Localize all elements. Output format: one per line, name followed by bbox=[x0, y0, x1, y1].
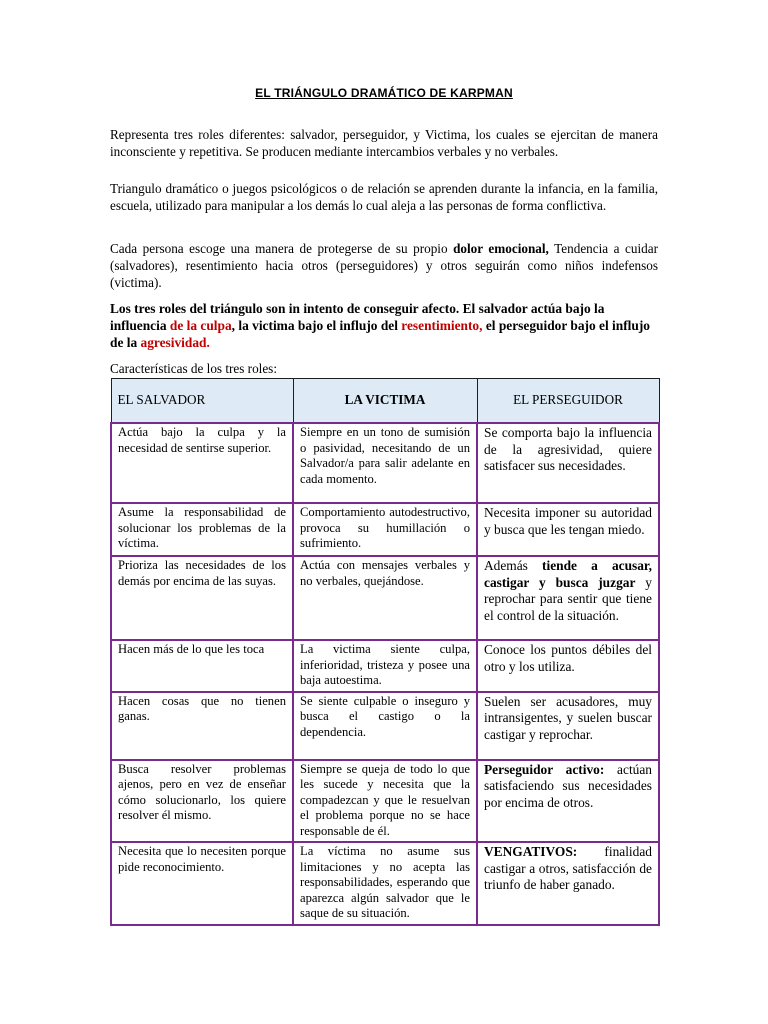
cell-victima: La víctima no asume sus limitaciones y no acepta las responsabilidades, esperando que aparezca algún salvador que le saque de su situación. bbox=[293, 842, 477, 925]
cell-perseguidor: Suelen ser acusadores, muy intransigentes, y suelen buscar castigar y reprochar. bbox=[477, 692, 659, 760]
header-salvador: EL SALVADOR bbox=[111, 379, 293, 424]
cell-victima: Se siente culpable o inseguro y busca el castigo o la dependencia. bbox=[293, 692, 477, 760]
text-run: , la victima bajo el influjo del bbox=[231, 318, 402, 333]
table-row bbox=[111, 640, 659, 692]
highlight-culpa: de la culpa bbox=[169, 318, 232, 333]
cell-victima: Comportamiento autodestructivo, provoca su humillación o sufrimiento. bbox=[293, 503, 477, 556]
text-run: el perseguidor bajo el influjo de la bbox=[110, 318, 650, 350]
text-run: Cada persona escoge una manera de protegerse de su propio bbox=[110, 241, 454, 256]
text-run: actúan satisfaciendo sus necesidades por encima de otros. bbox=[484, 761, 652, 810]
cell-salvador: Necesita que lo necesiten porque pide reconocimiento. bbox=[111, 842, 293, 925]
cell-perseguidor: Conoce los puntos débiles del otro y los utiliza. bbox=[477, 640, 659, 692]
cell-victima: Actúa con mensajes verbales y no verbales, quejándose. bbox=[293, 556, 477, 640]
text-run: Tendencia a cuidar (salvadores), resentimiento hacia otros (perseguidores) y otros seguirán como niños indefensos (victima). bbox=[110, 241, 658, 290]
text-run: y reprochar para sentir que tiene el control de la situación. bbox=[484, 574, 652, 623]
table-header-row bbox=[111, 379, 659, 424]
cell-perseguidor: Necesita imponer su autoridad y busca que les tengan miedo. bbox=[477, 503, 659, 556]
cell-perseguidor bbox=[477, 842, 659, 925]
table-row bbox=[111, 692, 659, 760]
cell-salvador: Prioriza las necesidades de los demás por encima de las suyas. bbox=[111, 556, 293, 640]
cell-perseguidor: Se comporta bajo la influencia de la agresividad, quiere satisfacer sus necesidades. bbox=[477, 423, 659, 503]
text-run: Además bbox=[484, 558, 543, 573]
header-victima: LA VICTIMA bbox=[293, 379, 477, 424]
table-row bbox=[111, 423, 659, 503]
text-bold-run: tiende a acusar, castigar y busca juzgar bbox=[484, 558, 652, 590]
table-row bbox=[111, 556, 659, 640]
header-perseguidor: EL PERSEGUIDOR bbox=[477, 379, 659, 424]
cell-salvador: Actúa bajo la culpa y la necesidad de sentirse superior. bbox=[111, 423, 293, 503]
cell-salvador: Hacen más de lo que les toca bbox=[111, 640, 293, 692]
document-title: EL TRIÁNGULO DRAMÁTICO DE KARPMAN bbox=[255, 86, 513, 100]
highlight-resentimiento: resentimiento, bbox=[401, 318, 483, 333]
cell-salvador: Asume la responsabilidad de solucionar los problemas de la víctima. bbox=[111, 503, 293, 556]
highlight-agresividad: agresividad. bbox=[140, 335, 210, 350]
cell-victima: Siempre se queja de todo lo que les sucede y necesita que la compadezcan y que le resuelvan el problema porque no se hace responsable de él. bbox=[293, 760, 477, 843]
text-run: Los tres roles del triángulo son in intento de conseguir afecto. El salvador actúa bajo la influencia bbox=[110, 301, 605, 333]
cell-perseguidor bbox=[477, 760, 659, 843]
paragraph-roles bbox=[110, 300, 658, 351]
cell-salvador: Busca resolver problemas ajenos, pero en vez de enseñar cómo solucionarlo, los quiere resolver él mismo. bbox=[111, 760, 293, 843]
text-bold-run: Perseguidor activo: bbox=[484, 761, 605, 777]
cell-perseguidor bbox=[477, 556, 659, 640]
cell-victima: Siempre en un tono de sumisión o pasividad, necesitando de un Salvador/a para salir adelante en cada momento. bbox=[293, 423, 477, 503]
text-bold-run: VENGATIVOS: bbox=[484, 844, 578, 859]
table-caption: Características de los tres roles: bbox=[110, 361, 277, 376]
table-row bbox=[111, 503, 659, 556]
paragraph-triangle: Triangulo dramático o juegos psicológicos o de relación se aprenden durante la infancia, en la familia, escuela, utilizado para manipular a los demás lo cual aleja a las personas de forma conflictiva. bbox=[110, 181, 658, 213]
table-row bbox=[111, 842, 659, 925]
cell-victima: La victima siente culpa, inferioridad, tristeza y posee una baja autoestima. bbox=[293, 640, 477, 692]
table-row bbox=[111, 760, 659, 843]
text-run: finalidad castigar a otros, satisfacción de triunfo de haber ganado. bbox=[484, 844, 652, 892]
text-bold-run: dolor emocional, bbox=[453, 241, 549, 256]
paragraph-intro: Representa tres roles diferentes: salvador, perseguidor, y Victima, los cuales se ejercitan de manera inconsciente y repetitiva. Se producen mediante intercambios verbales y no verbales. bbox=[110, 127, 658, 159]
paragraph-protection bbox=[110, 240, 658, 291]
roles-table bbox=[110, 378, 660, 926]
cell-salvador: Hacen cosas que no tienen ganas. bbox=[111, 692, 293, 760]
